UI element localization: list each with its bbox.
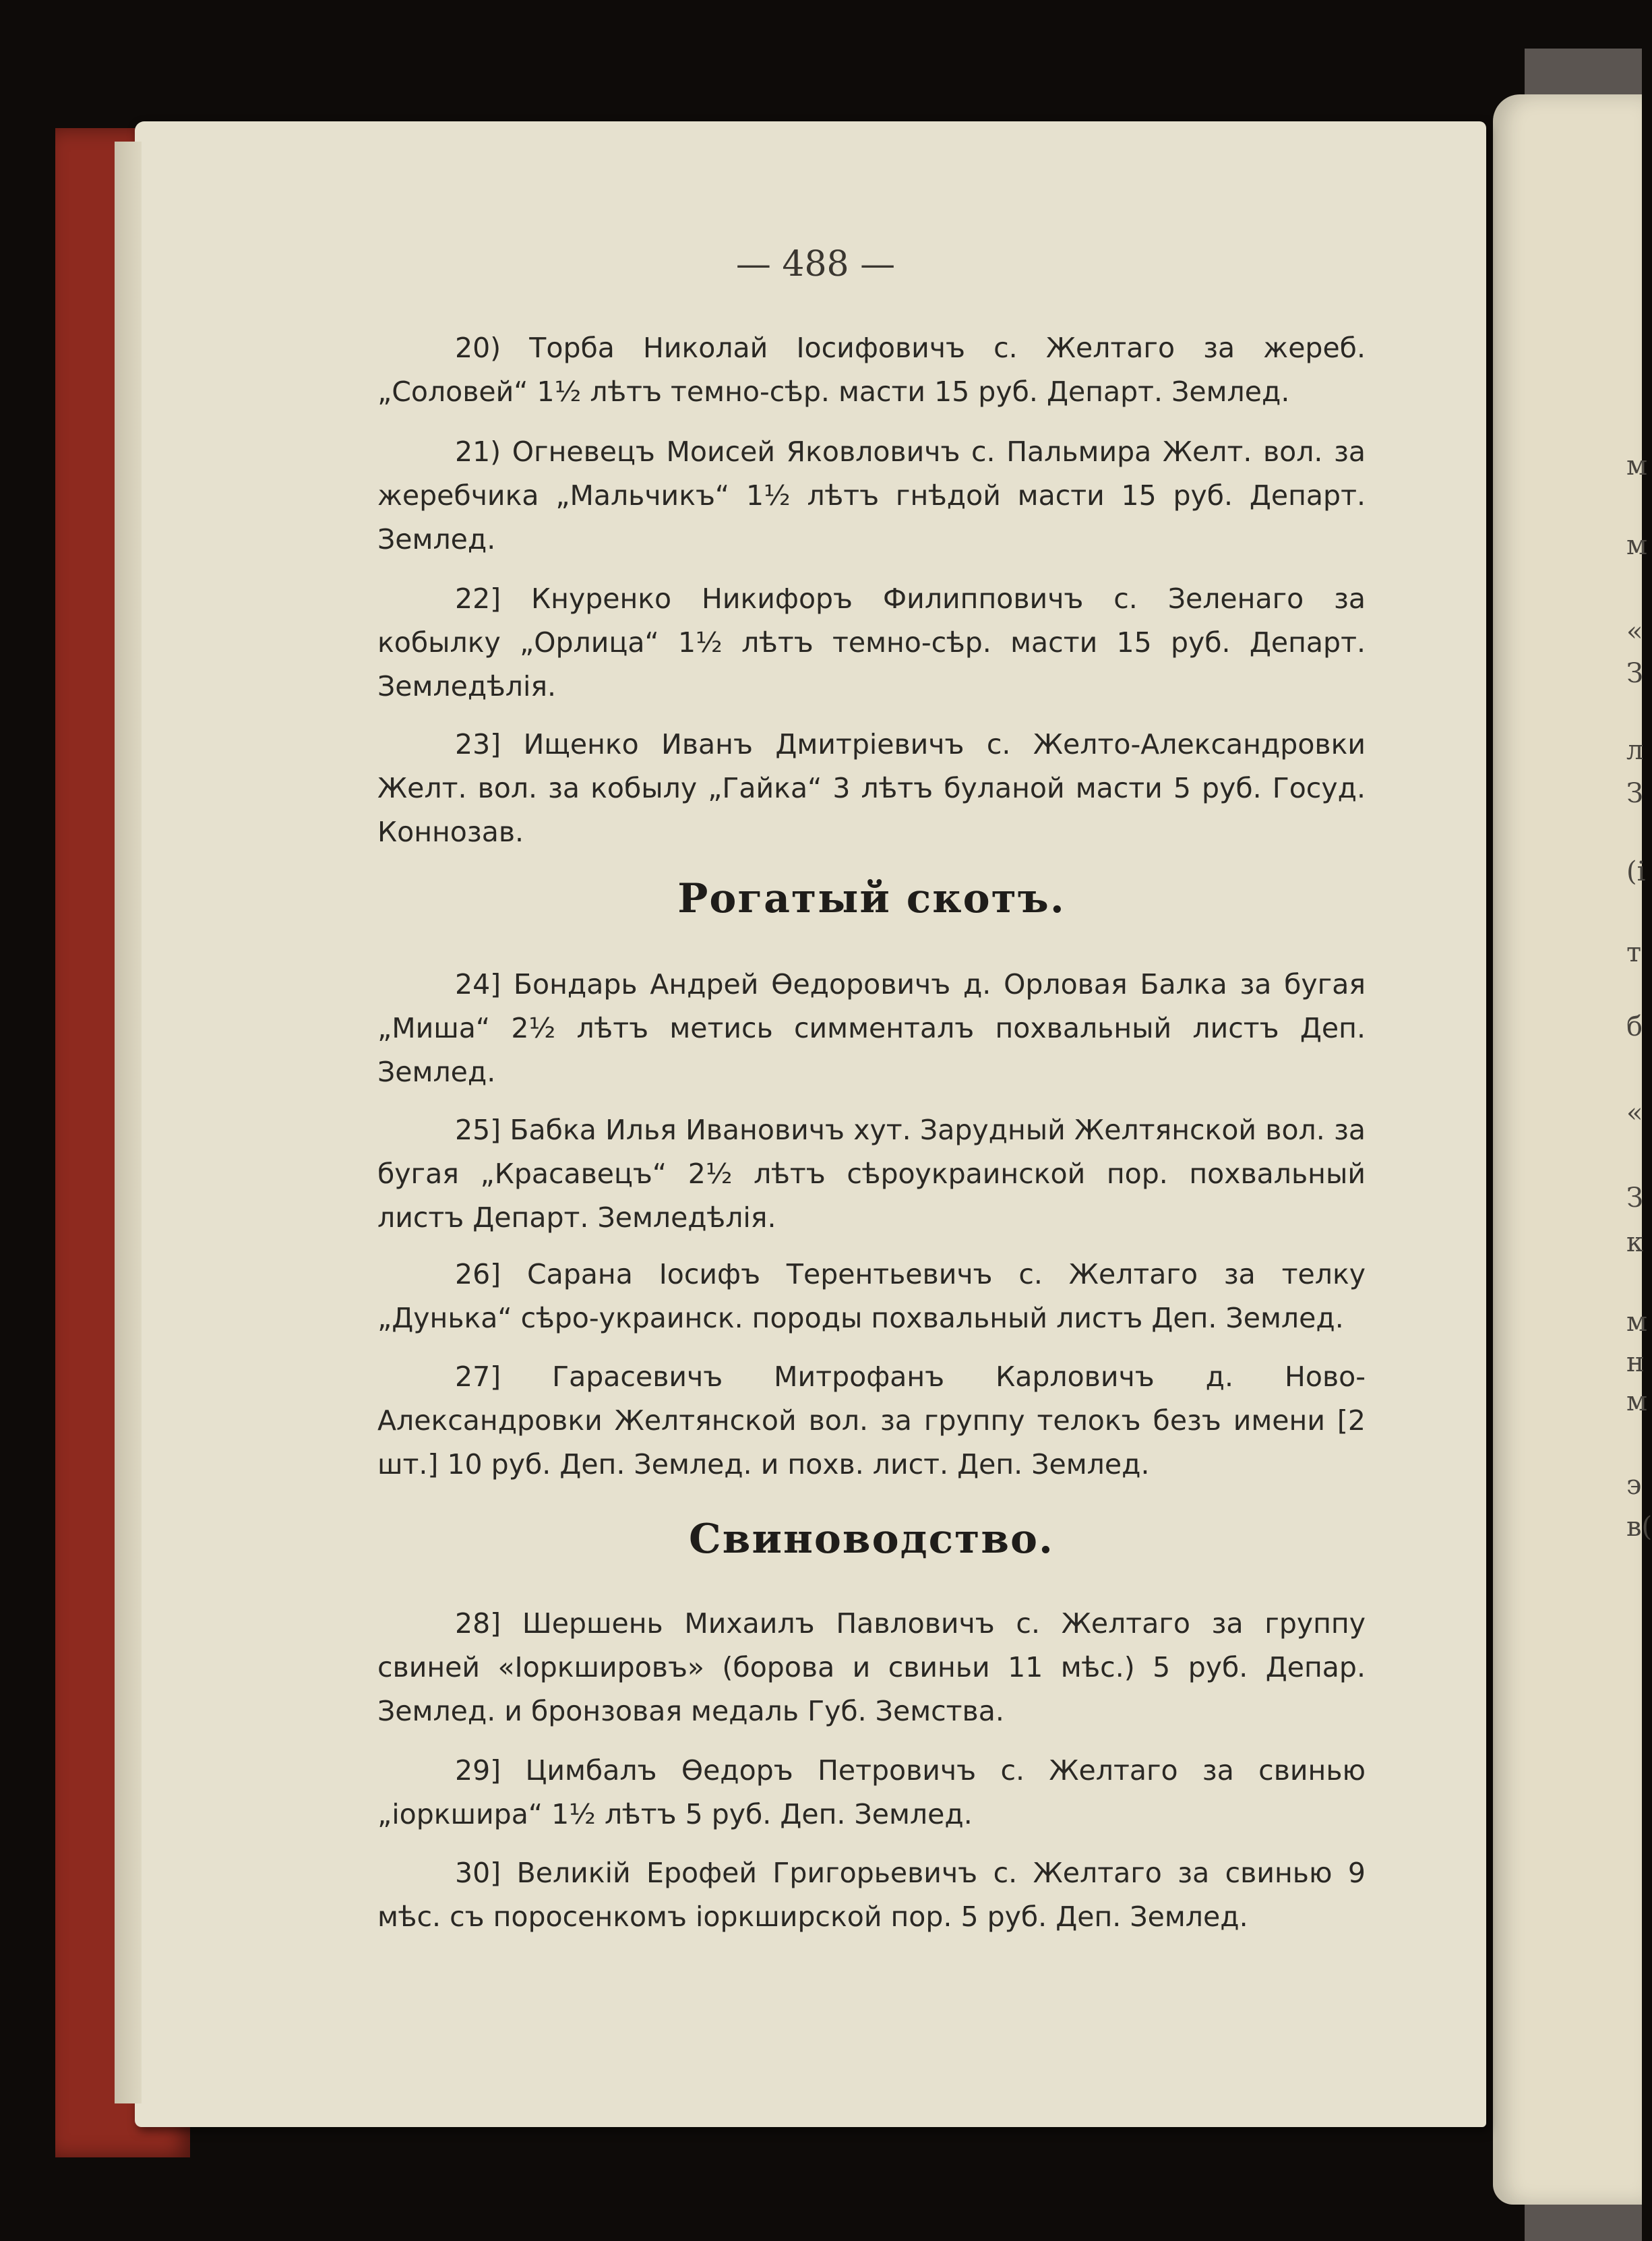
page-number: — 488 — — [735, 244, 896, 285]
next-page-char: б — [1626, 1011, 1643, 1042]
next-page-char: т — [1626, 937, 1642, 968]
next-page-char: э — [1626, 1470, 1642, 1501]
next-page-char: м — [1626, 1386, 1648, 1417]
next-page-edge — [1493, 94, 1652, 2205]
next-page-char: « — [1626, 616, 1643, 647]
next-page-char: в( — [1626, 1512, 1652, 1543]
next-page-char: н — [1626, 1347, 1645, 1378]
entry-29: 29] Цимбалъ Өедоръ Петровичъ с. Желтаго за свинью „іоркшира“ 1½ лѣтъ 5 руб. Деп. Землед. — [377, 1754, 1366, 1830]
next-page-char: л — [1626, 735, 1644, 766]
next-page-char: З — [1626, 658, 1643, 689]
next-page-char: З — [1626, 778, 1643, 809]
page-stack-edge — [115, 142, 142, 2103]
entry-20: 20) Торба Николай Іосифовичъ с. Желтаго за жереб. „Соловей“ 1½ лѣтъ темно-сѣр. масти 15 руб. Департ. Землед. — [377, 332, 1366, 408]
section-heading-cattle: Рогатый скотъ. — [677, 875, 1066, 922]
next-page-char: к — [1626, 1227, 1643, 1258]
entry-30: 30] Великій Ерофей Григорьевичъ с. Желтаго за свинью 9 мѣс. съ поросенкомъ іоркширской пор. 5 руб. Деп. Землед. — [377, 1857, 1366, 1933]
next-page-char: м — [1626, 530, 1648, 561]
next-page-char: (і — [1626, 856, 1646, 887]
next-page-char: « — [1626, 1098, 1643, 1129]
entry-24: 24] Бондарь Андрей Өедоровичъ д. Орловая Балка за бугая „Миша“ 2½ лѣтъ метись симменталъ похвальный листъ Деп. Землед. — [377, 968, 1366, 1088]
entry-27: 27] Гарасевичъ Митрофанъ Карловичъ д. Ново-Александровки Желтянской вол. за группу телокъ безъ имени [2 шт.] 10 руб. Деп. Землед. и похв. лист. Деп. Землед. — [377, 1361, 1366, 1481]
next-page-char: м — [1626, 450, 1648, 481]
entry-23: 23] Ищенко Иванъ Дмитріевичъ с. Желто-Александровки Желт. вол. за кобылу „Гайка“ 3 лѣтъ буланой масти 5 руб. Госуд. Коннозав. — [377, 728, 1366, 848]
entry-26: 26] Сарана Іосифъ Терентьевичъ с. Желтаго за телку „Дунька“ сѣро-украинск. породы похвальный листъ Деп. Землед. — [377, 1258, 1366, 1334]
entry-28: 28] Шершень Михаилъ Павловичъ с. Желтаго за группу свиней «Іоркшировъ» (борова и свиньи 11 мѣс.) 5 руб. Депар. Землед. и бронзовая медаль Губ. Земства. — [377, 1607, 1366, 1727]
next-page-char: м — [1626, 1307, 1648, 1338]
entry-21: 21) Огневецъ Моисей Яковловичъ с. Пальмира Желт. вол. за жеребчика „Мальчикъ“ 1½ лѣтъ гнѣдой масти 15 руб. Департ. Землед. — [377, 436, 1366, 556]
entry-25: 25] Бабка Илья Ивановичъ хут. Зарудный Желтянской вол. за бугая „Красавецъ“ 2½ лѣтъ сѣроукраинской пор. похвальный листъ Департ. Земледѣлія. — [377, 1114, 1366, 1234]
next-page-char: З — [1626, 1183, 1643, 1214]
section-heading-pigs: Свиноводство. — [689, 1516, 1054, 1563]
entry-22: 22] Кнуренко Никифоръ Филипповичъ с. Зеленаго за кобылку „Орлица“ 1½ лѣтъ темно-сѣр. масти 15 руб. Департ. Земледѣлія. — [377, 582, 1366, 703]
